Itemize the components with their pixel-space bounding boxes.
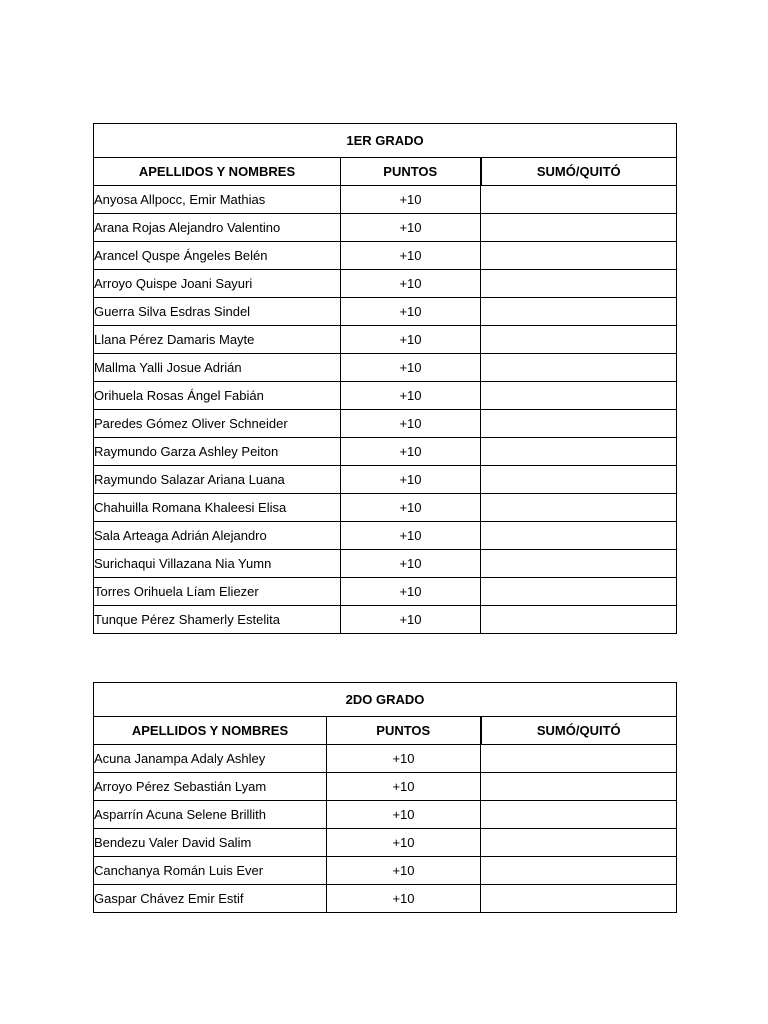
sum-cell bbox=[481, 857, 677, 885]
points-cell: +10 bbox=[341, 410, 481, 438]
sum-cell bbox=[481, 829, 677, 857]
table-body bbox=[94, 745, 677, 913]
student-name-cell: Llana Pérez Damaris Mayte bbox=[94, 326, 341, 354]
points-cell: +10 bbox=[341, 382, 481, 410]
student-name-cell: Torres Orihuela Líam Eliezer bbox=[94, 578, 341, 606]
student-name-cell: Tunque Pérez Shamerly Estelita bbox=[94, 606, 341, 634]
table-body bbox=[94, 186, 677, 634]
table-row bbox=[94, 438, 677, 466]
points-cell: +10 bbox=[341, 606, 481, 634]
sum-cell bbox=[481, 466, 677, 494]
points-cell: +10 bbox=[327, 773, 481, 801]
student-name-cell: Sala Arteaga Adrián Alejandro bbox=[94, 522, 341, 550]
student-name-cell: Arancel Quspe Ángeles Belén bbox=[94, 242, 341, 270]
table-row bbox=[94, 801, 677, 829]
points-cell: +10 bbox=[341, 466, 481, 494]
student-name-cell: Guerra Silva Esdras Sindel bbox=[94, 298, 341, 326]
column-header-points: PUNTOS bbox=[341, 158, 481, 186]
table-row bbox=[94, 298, 677, 326]
table-title: 2DO GRADO bbox=[94, 683, 677, 717]
student-name-cell: Asparrín Acuna Selene Brillith bbox=[94, 801, 327, 829]
student-name-cell: Acuna Janampa Adaly Ashley bbox=[94, 745, 327, 773]
sum-cell bbox=[481, 522, 677, 550]
table-row bbox=[94, 745, 677, 773]
student-name-cell: Canchanya Román Luis Ever bbox=[94, 857, 327, 885]
sum-cell bbox=[481, 214, 677, 242]
points-cell: +10 bbox=[341, 522, 481, 550]
points-cell: +10 bbox=[341, 186, 481, 214]
sum-cell bbox=[481, 270, 677, 298]
table-row bbox=[94, 354, 677, 382]
table-row bbox=[94, 382, 677, 410]
table-row bbox=[94, 242, 677, 270]
student-name-cell: Arroyo Pérez Sebastián Lyam bbox=[94, 773, 327, 801]
points-cell: +10 bbox=[341, 298, 481, 326]
table-row bbox=[94, 606, 677, 634]
sum-cell bbox=[481, 801, 677, 829]
student-name-cell: Bendezu Valer David Salim bbox=[94, 829, 327, 857]
student-name-cell: Raymundo Garza Ashley Peiton bbox=[94, 438, 341, 466]
student-name-cell: Gaspar Chávez Emir Estif bbox=[94, 885, 327, 913]
table-row bbox=[94, 270, 677, 298]
column-header-sum: SUMÓ/QUITÓ bbox=[481, 158, 677, 186]
points-cell: +10 bbox=[327, 745, 481, 773]
sum-cell bbox=[481, 354, 677, 382]
table-row bbox=[94, 857, 677, 885]
student-name-cell: Arroyo Quispe Joani Sayuri bbox=[94, 270, 341, 298]
points-cell: +10 bbox=[341, 550, 481, 578]
points-cell: +10 bbox=[341, 438, 481, 466]
points-cell: +10 bbox=[341, 354, 481, 382]
sum-cell bbox=[481, 298, 677, 326]
points-cell: +10 bbox=[341, 214, 481, 242]
student-name-cell: Surichaqui Villazana Nia Yumn bbox=[94, 550, 341, 578]
student-name-cell: Paredes Gómez Oliver Schneider bbox=[94, 410, 341, 438]
table-title: 1ER GRADO bbox=[94, 124, 677, 158]
table-row bbox=[94, 829, 677, 857]
column-header-name: APELLIDOS Y NOMBRES bbox=[94, 158, 341, 186]
sum-cell bbox=[481, 885, 677, 913]
sum-cell bbox=[481, 578, 677, 606]
sum-cell bbox=[481, 326, 677, 354]
table-row bbox=[94, 773, 677, 801]
column-header-points: PUNTOS bbox=[327, 717, 481, 745]
sum-cell bbox=[481, 494, 677, 522]
sum-cell bbox=[481, 550, 677, 578]
points-cell: +10 bbox=[341, 242, 481, 270]
points-cell: +10 bbox=[327, 801, 481, 829]
table-row bbox=[94, 466, 677, 494]
grade-table-2 bbox=[93, 682, 677, 913]
student-name-cell: Arana Rojas Alejandro Valentino bbox=[94, 214, 341, 242]
points-cell: +10 bbox=[341, 578, 481, 606]
student-name-cell: Raymundo Salazar Ariana Luana bbox=[94, 466, 341, 494]
points-cell: +10 bbox=[327, 885, 481, 913]
points-cell: +10 bbox=[327, 829, 481, 857]
points-cell: +10 bbox=[341, 270, 481, 298]
table-row bbox=[94, 326, 677, 354]
points-cell: +10 bbox=[327, 857, 481, 885]
grade-table-1 bbox=[93, 123, 677, 634]
table-row bbox=[94, 578, 677, 606]
student-name-cell: Orihuela Rosas Ángel Fabián bbox=[94, 382, 341, 410]
column-header-sum: SUMÓ/QUITÓ bbox=[481, 717, 677, 745]
sum-cell bbox=[481, 438, 677, 466]
sum-cell bbox=[481, 186, 677, 214]
table-row bbox=[94, 214, 677, 242]
student-name-cell: Mallma Yalli Josue Adrián bbox=[94, 354, 341, 382]
table-row bbox=[94, 186, 677, 214]
sum-cell bbox=[481, 745, 677, 773]
student-name-cell: Chahuilla Romana Khaleesi Elisa bbox=[94, 494, 341, 522]
table-row bbox=[94, 885, 677, 913]
table-row bbox=[94, 550, 677, 578]
table-row bbox=[94, 522, 677, 550]
sum-cell bbox=[481, 773, 677, 801]
sum-cell bbox=[481, 242, 677, 270]
points-cell: +10 bbox=[341, 326, 481, 354]
points-cell: +10 bbox=[341, 494, 481, 522]
sum-cell bbox=[481, 382, 677, 410]
sum-cell bbox=[481, 410, 677, 438]
table-row bbox=[94, 410, 677, 438]
table-row bbox=[94, 494, 677, 522]
student-name-cell: Anyosa Allpocc, Emir Mathias bbox=[94, 186, 341, 214]
sum-cell bbox=[481, 606, 677, 634]
column-header-name: APELLIDOS Y NOMBRES bbox=[94, 717, 327, 745]
